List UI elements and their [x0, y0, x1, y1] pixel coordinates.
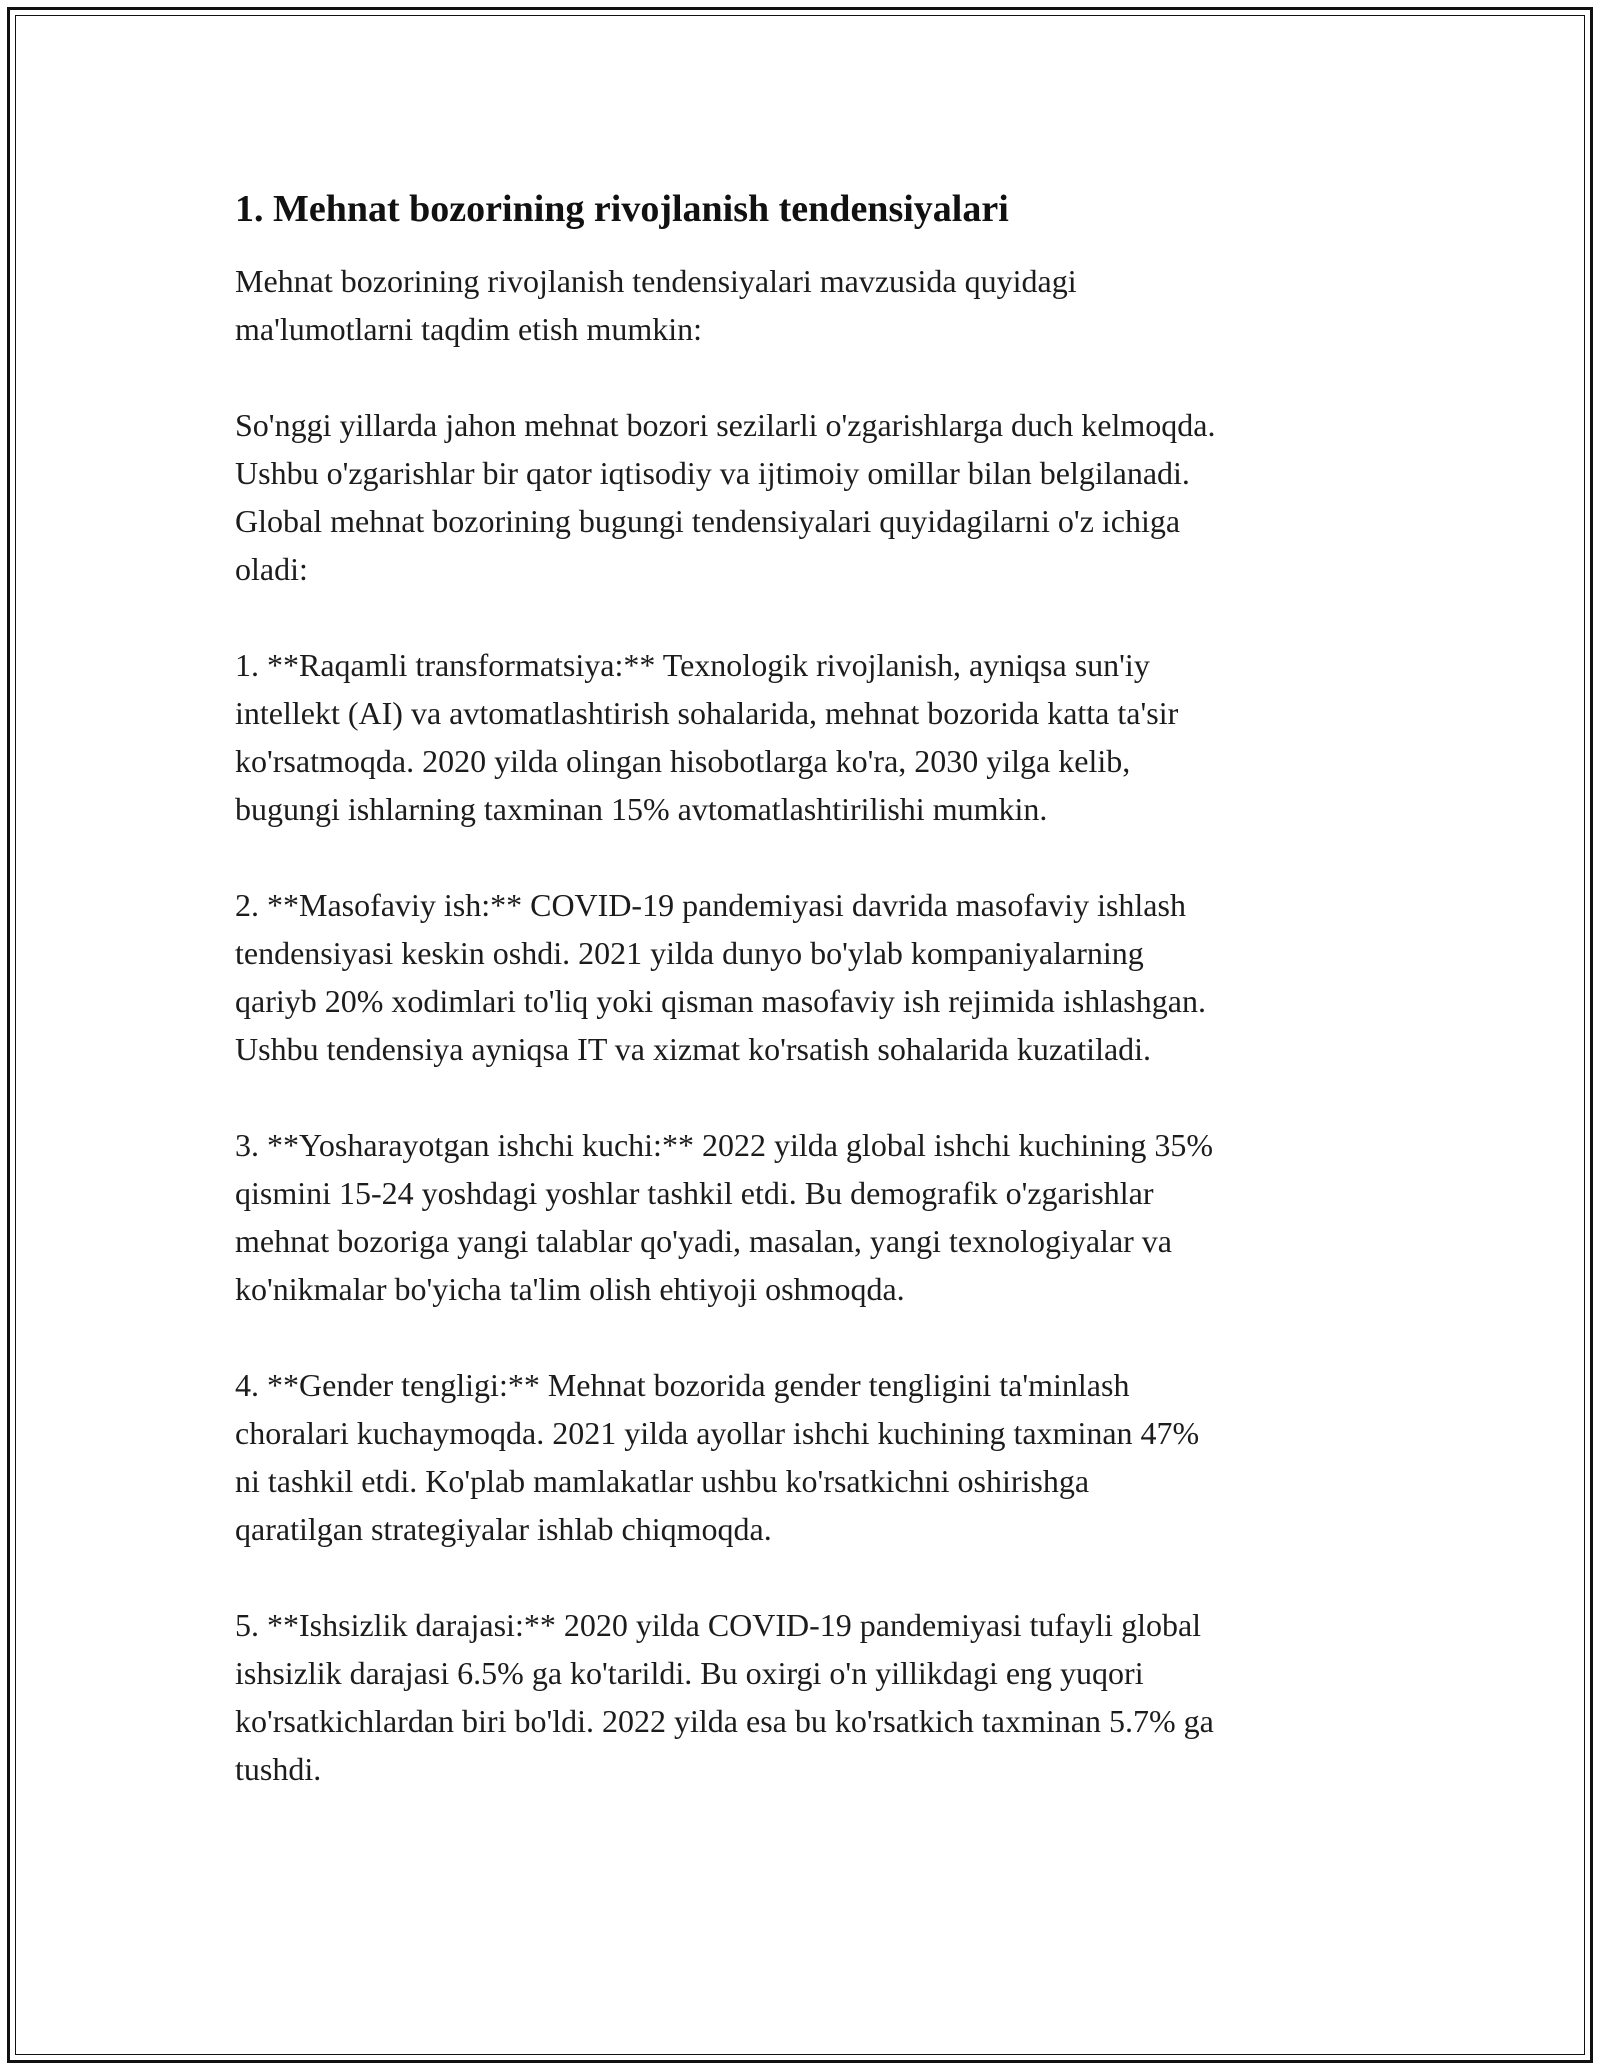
intro-paragraph: Mehnat bozorining rivojlanish tendensiyalari mavzusida quyidagi ma'lumotlarni taqdim etish mumkin:: [235, 263, 1077, 347]
section-title: 1. Mehnat bozorining rivojlanish tendensiyalari: [235, 188, 1009, 230]
trend-remote-work: 2. **Masofaviy ish:** COVID-19 pandemiyasi davrida masofaviy ishlash tendensiyasi keskin oshdi. 2021 yilda dunyo bo'ylab kompaniyalarning qariyb 20% xodimlari to'liq yoki qisman masofaviy ish rejimida ishlashgan. Ushbu tendensiya ayniqsa IT va xizmat ko'rsatish sohalarida kuzatiladi.: [235, 887, 1206, 1067]
document-body: [235, 185, 1365, 1841]
trend-young-workforce: 3. **Yosharayotgan ishchi kuchi:** 2022 yilda global ishchi kuchining 35% qismini 15-24 yoshdagi yoshlar tashkil etdi. Bu demografik o'zgarishlar mehnat bozoriga yangi talablar qo'yadi, masalan, yangi texnologiyalar va ko'nikmalar bo'yicha ta'lim olish ehtiyoji oshmoqda.: [235, 1127, 1213, 1307]
trend-gender-equality: 4. **Gender tengligi:** Mehnat bozorida gender tengligini ta'minlash choralari kuchaymoqda. 2021 yilda ayollar ishchi kuchining taxminan 47% ni tashkil etdi. Ko'plab mamlakatlar ushbu ko'rsatkichni oshirishga qaratilgan strategiyalar ishlab chiqmoqda.: [235, 1367, 1200, 1547]
context-paragraph: So'nggi yillarda jahon mehnat bozori sezilarli o'zgarishlarga duch kelmoqda. Ushbu o'zgarishlar bir qator iqtisodiy va ijtimoiy omillar bilan belgilanadi. Global mehnat bozorining bugungi tendensiyalari quyidagilarni o'z ichiga oladi:: [235, 407, 1216, 587]
trend-digital-transformation: 1. **Raqamli transformatsiya:** Texnologik rivojlanish, ayniqsa sun'iy intellekt (AI) va avtomatlashtirish sohalarida, mehnat bozorida katta ta'sir ko'rsatmoqda. 2020 yilda olingan hisobotlarga ko'ra, 2030 yilga kelib, bugungi ishlarning taxminan 15% avtomatlashtirilishi mumkin.: [235, 647, 1179, 827]
trend-unemployment-rate: 5. **Ishsizlik darajasi:** 2020 yilda COVID-19 pandemiyasi tufayli global ishsizlik darajasi 6.5% ga ko'tarildi. Bu oxirgi o'n yillikdagi eng yuqori ko'rsatkichlardan biri bo'ldi. 2022 yilda esa bu ko'rsatkich taxminan 5.7% ga tushdi.: [235, 1607, 1214, 1787]
